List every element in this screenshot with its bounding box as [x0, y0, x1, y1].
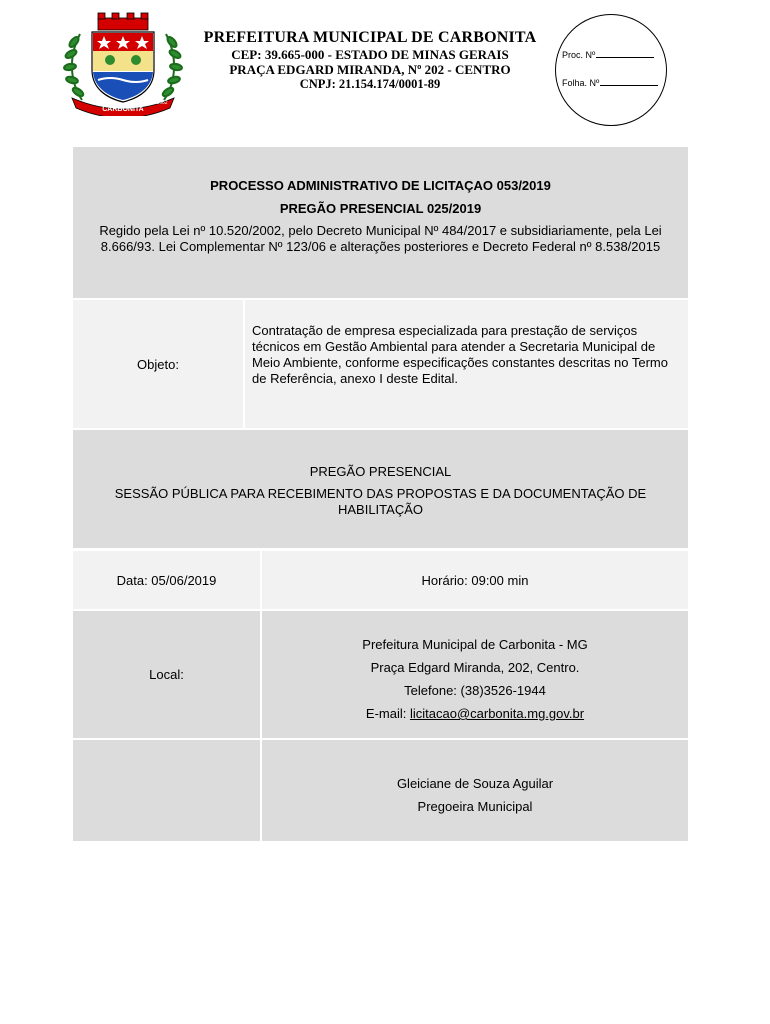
location-label-cell [73, 611, 260, 738]
municipality-title: PREFEITURA MUNICIPAL DE CARBONITA [203, 29, 537, 46]
letterhead [0, 0, 770, 140]
stamp-proc-field: Proc. Nº [562, 50, 654, 60]
object-text-cell [245, 300, 688, 428]
email-label: E-mail: [365, 706, 410, 721]
crest-year: 1962 [156, 100, 168, 106]
time-cell [262, 551, 688, 609]
municipality-address: PRAÇA EDGARD MIRANDA, Nº 202 - CENTRO [229, 62, 511, 77]
process-legal-text: Regido pela Lei nº 10.520/2002, pelo Decreto Municipal Nº 484/2017 e subsidiariamente, pela Lei 8.666/93. Lei Complementar Nº 123/06 e alterações posteriores e Decreto Federal nº 8.538/2015 [99, 223, 662, 254]
municipal-crest-icon [62, 12, 184, 116]
session-time: Horário: 09:00 min [421, 573, 529, 588]
location-line-2: Praça Edgard Miranda, 202, Centro. [370, 660, 580, 675]
location-email-row [262, 702, 688, 725]
session-description: SESSÃO PÚBLICA PARA RECEBIMENTO DAS PROPOSTAS E DA DOCUMENTAÇÃO DE HABILITAÇÃO [114, 486, 647, 517]
signatory-blank-cell [73, 740, 260, 841]
municipality-cnpj: CNPJ: 21.154.174/0001-89 [299, 77, 441, 91]
process-subtitle: PREGÃO PRESENCIAL 025/2019 [279, 201, 482, 216]
location-line-1: Prefeitura Municipal de Carbonita - MG [362, 637, 588, 652]
date-cell [73, 551, 260, 609]
email-link[interactable]: licitacao@carbonita.mg.gov.br [409, 706, 585, 721]
process-title: PROCESSO ADMINISTRATIVO DE LICITAÇAO 053/2019 [210, 178, 551, 193]
location-phone: Telefone: (38)3526-1944 [404, 683, 546, 698]
session-section [73, 430, 688, 548]
location-label: Local: [149, 667, 184, 682]
letterhead-text [190, 30, 550, 92]
signatory-block [262, 772, 688, 818]
object-label: Objeto: [137, 357, 179, 372]
signatory-name: Gleiciane de Souza Aguilar [396, 776, 554, 791]
object-label-cell [73, 300, 243, 428]
session-date: Data: 05/06/2019 [116, 573, 217, 588]
object-text: Contratação de empresa especializada para prestação de serviços técnicos em Gestão Ambiental para atender a Secretaria Municipal de Meio Ambiente, conforme especificações constantes descritas no Termo de Referência, anexo I deste Edital. [252, 323, 668, 386]
location-details-cell [262, 611, 688, 738]
location-details [262, 633, 688, 725]
protocol-stamp [555, 14, 667, 126]
stamp-folha-field: Folha. Nº [562, 78, 658, 88]
crest-banner-text: CARBONITA [102, 106, 144, 113]
process-section [73, 147, 688, 298]
signatory-role: Pregoeira Municipal [417, 799, 533, 814]
signatory-cell [262, 740, 688, 841]
session-title: PREGÃO PRESENCIAL [309, 464, 452, 479]
municipality-cep: CEP: 39.665-000 - ESTADO DE MINAS GERAIS [231, 47, 509, 62]
